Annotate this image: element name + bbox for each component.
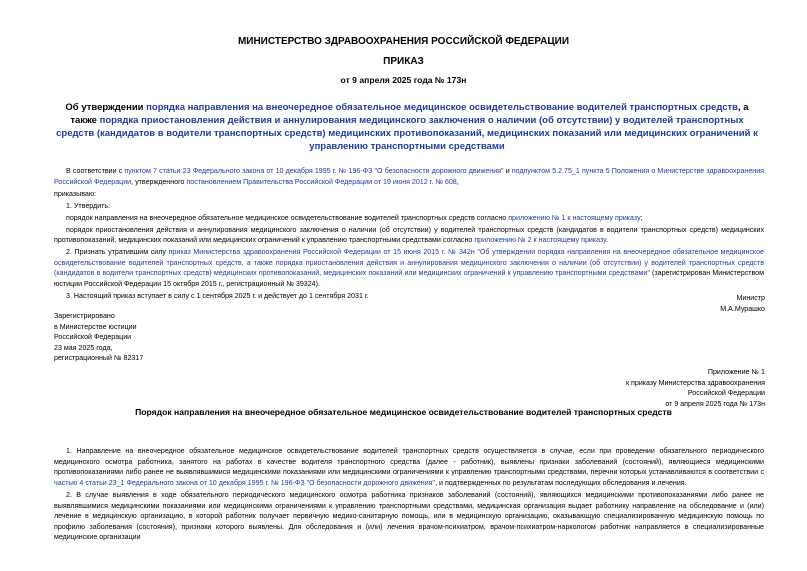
order-title [52, 101, 762, 153]
item-2 [54, 247, 764, 289]
signature-block [720, 293, 765, 314]
appendix-line-3: Российской Федерации [687, 389, 765, 398]
link-ministry-regulation[interactable]: подпунктом 5.2.75_1 пункта 5 Положения о Министерстве здравоохранения Российской Федерации [54, 167, 765, 186]
item-3: 3. Настоящий приказ вступает в силу с 1 сентября 2025 г. и действует до 1 сентября 2031 г. [66, 291, 369, 300]
preamble-text-1: В соответствии с [66, 167, 125, 175]
appendix-line-2: к приказу Министерства здравоохранения [625, 378, 765, 387]
preamble-paragraph [54, 166, 764, 187]
signature-position: Министр [736, 294, 765, 302]
preamble-text-2: и [503, 167, 512, 175]
annex-p1-text: 1. Направление на внеочередное обязательное медицинское освидетельствование водителей транспортных средств осуществляется в случае, если при проведении обязательного периодического медицинского осмотра работника, занятого на работах в качестве водителя транспортного средства (далее - работник), выявлены признаки заболеваний (состояний), являющиеся медицинскими противопоказаниями либо ранее не выявлявшимися медицинскими показаниями или медицинскими ограничениями к управлению транспортными средствами, перечни которых устанавливаются в соответствии с [54, 447, 764, 477]
annex-paragraph-2: 2. В случае выявления в ходе обязательного периодического медицинского осмотра работника признаков заболеваний (состояний), являющихся медицинскими противопоказаниями либо ранее не выявлявшимися медицинскими показаниями или медицинскими ограничениями к управлению транспортными средствами, медицинская организация выдает работнику направление на обследование и (или) лечение в медицинскую организацию, в которой работник получает первичную медико-санитарную помощь, или в медицинскую организацию, оказывающую специализированную медицинскую помощь по профилю заболевания (состояния), признаки которого выявлены. Для обследования и (или) лечения врачом-психиатром, врачом-психиатром-наркологом работник направляется в специализированные медицинские организации [54, 490, 764, 542]
title-link-procedure-2[interactable]: порядка приостановления действия и аннулирования медицинского заключения о наличии (об отсутствии) у водителей транспортных средств (кандидатов в водители транспортных средств) медицинских противопоказаний, медицинских показаний или медицинских ограничений к управлению транспортными средствами [56, 115, 758, 152]
link-appendix-1[interactable]: приложению № 1 к настоящему приказу [508, 213, 641, 222]
order-word: приказываю: [54, 189, 97, 198]
item-1: 1. Утвердить: [66, 201, 111, 210]
doc-date-number: от 9 апреля 2025 года № 173н [340, 75, 467, 85]
appendix-line-1: Приложение № 1 [707, 368, 765, 376]
registration-block [54, 311, 143, 364]
link-article-23-1[interactable]: частью 4 статьи 23_1 Федерального закона от 10 декабря 1995 г. № 196-ФЗ "О безопасности дорожного движения" [54, 478, 436, 487]
link-order-342n[interactable]: приказ Министерства здравоохранения Российской Федерации от 15 июня 2015 г. № 342н "Об утверждении порядка направления на внеочередное обязательное медицинское освидетельствование водителей транспортных средств, а также порядка приостановления действия и аннулирования медицинского заключения о наличии (об отсутствии) у водителей транспортных средств (кандидатов в водители транспортных средств) медицинских противопоказаний, медицинских показаний или медицинских ограничений к управлению транспортными средствами" [54, 248, 764, 278]
appendix-line-4: от 9 апреля 2025 года № 173н [665, 399, 765, 408]
registration-line-4: 23 мая 2025 года, [54, 343, 113, 352]
item-1a [54, 213, 764, 224]
preamble-text-3: , утвержденного [131, 177, 187, 186]
title-mid: , а также [70, 102, 749, 126]
order-body [54, 166, 764, 303]
doc-type-heading: ПРИКАЗ [383, 56, 424, 67]
item-2-end: (зарегистрирован Министерством юстиции Российской Федерации 15 октября 2015 г., регистрационный № 39324). [54, 269, 764, 288]
preamble-text-4: , [456, 177, 459, 186]
registration-line-5: регистрационный № 82317 [54, 354, 144, 363]
appendix-header [626, 367, 765, 409]
registration-line-3: Российской Федерации [54, 333, 132, 342]
title-link-procedure-1[interactable]: порядка направления на внеочередное обязательное медицинское освидетельствование водителей транспортных средств [146, 102, 739, 113]
annex-title: Порядок направления на внеочередное обязательное медицинское освидетельствование водителей транспортных средств [135, 407, 672, 417]
item-1b-text: порядок приостановления действия и аннулирования медицинского заключения о наличии (об отсутствии) у водителей транспортных средств (кандидатов в водители транспортных средств) медицинских противопоказаний, медицинских показаний или медицинских ограничений к управлению транспортными средствами согласно [54, 225, 764, 245]
registration-line-2: в Министерстве юстиции [54, 322, 137, 331]
annex-body [54, 446, 764, 545]
item-1b [54, 225, 764, 246]
link-federal-law-article-23[interactable]: пунктом 7 статьи 23 Федерального закона от 10 декабря 1995 г. № 196-ФЗ "О безопасности дорожного движения" [124, 167, 504, 175]
ministry-heading: МИНИСТЕРСТВО ЗДРАВООХРАНЕНИЯ РОССИЙСКОЙ ФЕДЕРАЦИИ [237, 36, 570, 47]
link-government-resolution-608[interactable]: постановлением Правительства Российской Федерации от 19 июня 2012 г. № 608 [186, 177, 457, 186]
signature-name: М.А.Мурашко [720, 304, 765, 313]
annex-paragraph-1 [54, 446, 764, 488]
item-1a-text: порядок направления на внеочередное обязательное медицинское освидетельствование водителей транспортных средств согласно [66, 213, 509, 222]
title-prefix: Об утверждении [65, 102, 147, 113]
item-1b-end: . [606, 236, 608, 245]
registration-line-1: Зарегистрировано [54, 312, 115, 320]
item-2-text: 2. Признать утратившим силу [66, 248, 169, 257]
item-1a-end: ; [640, 213, 643, 222]
annex-p1-end: , и подтвержденных по результатам последующих обследования и лечения. [435, 478, 687, 487]
link-appendix-2[interactable]: приложению № 2 к настоящему приказу [474, 236, 607, 245]
